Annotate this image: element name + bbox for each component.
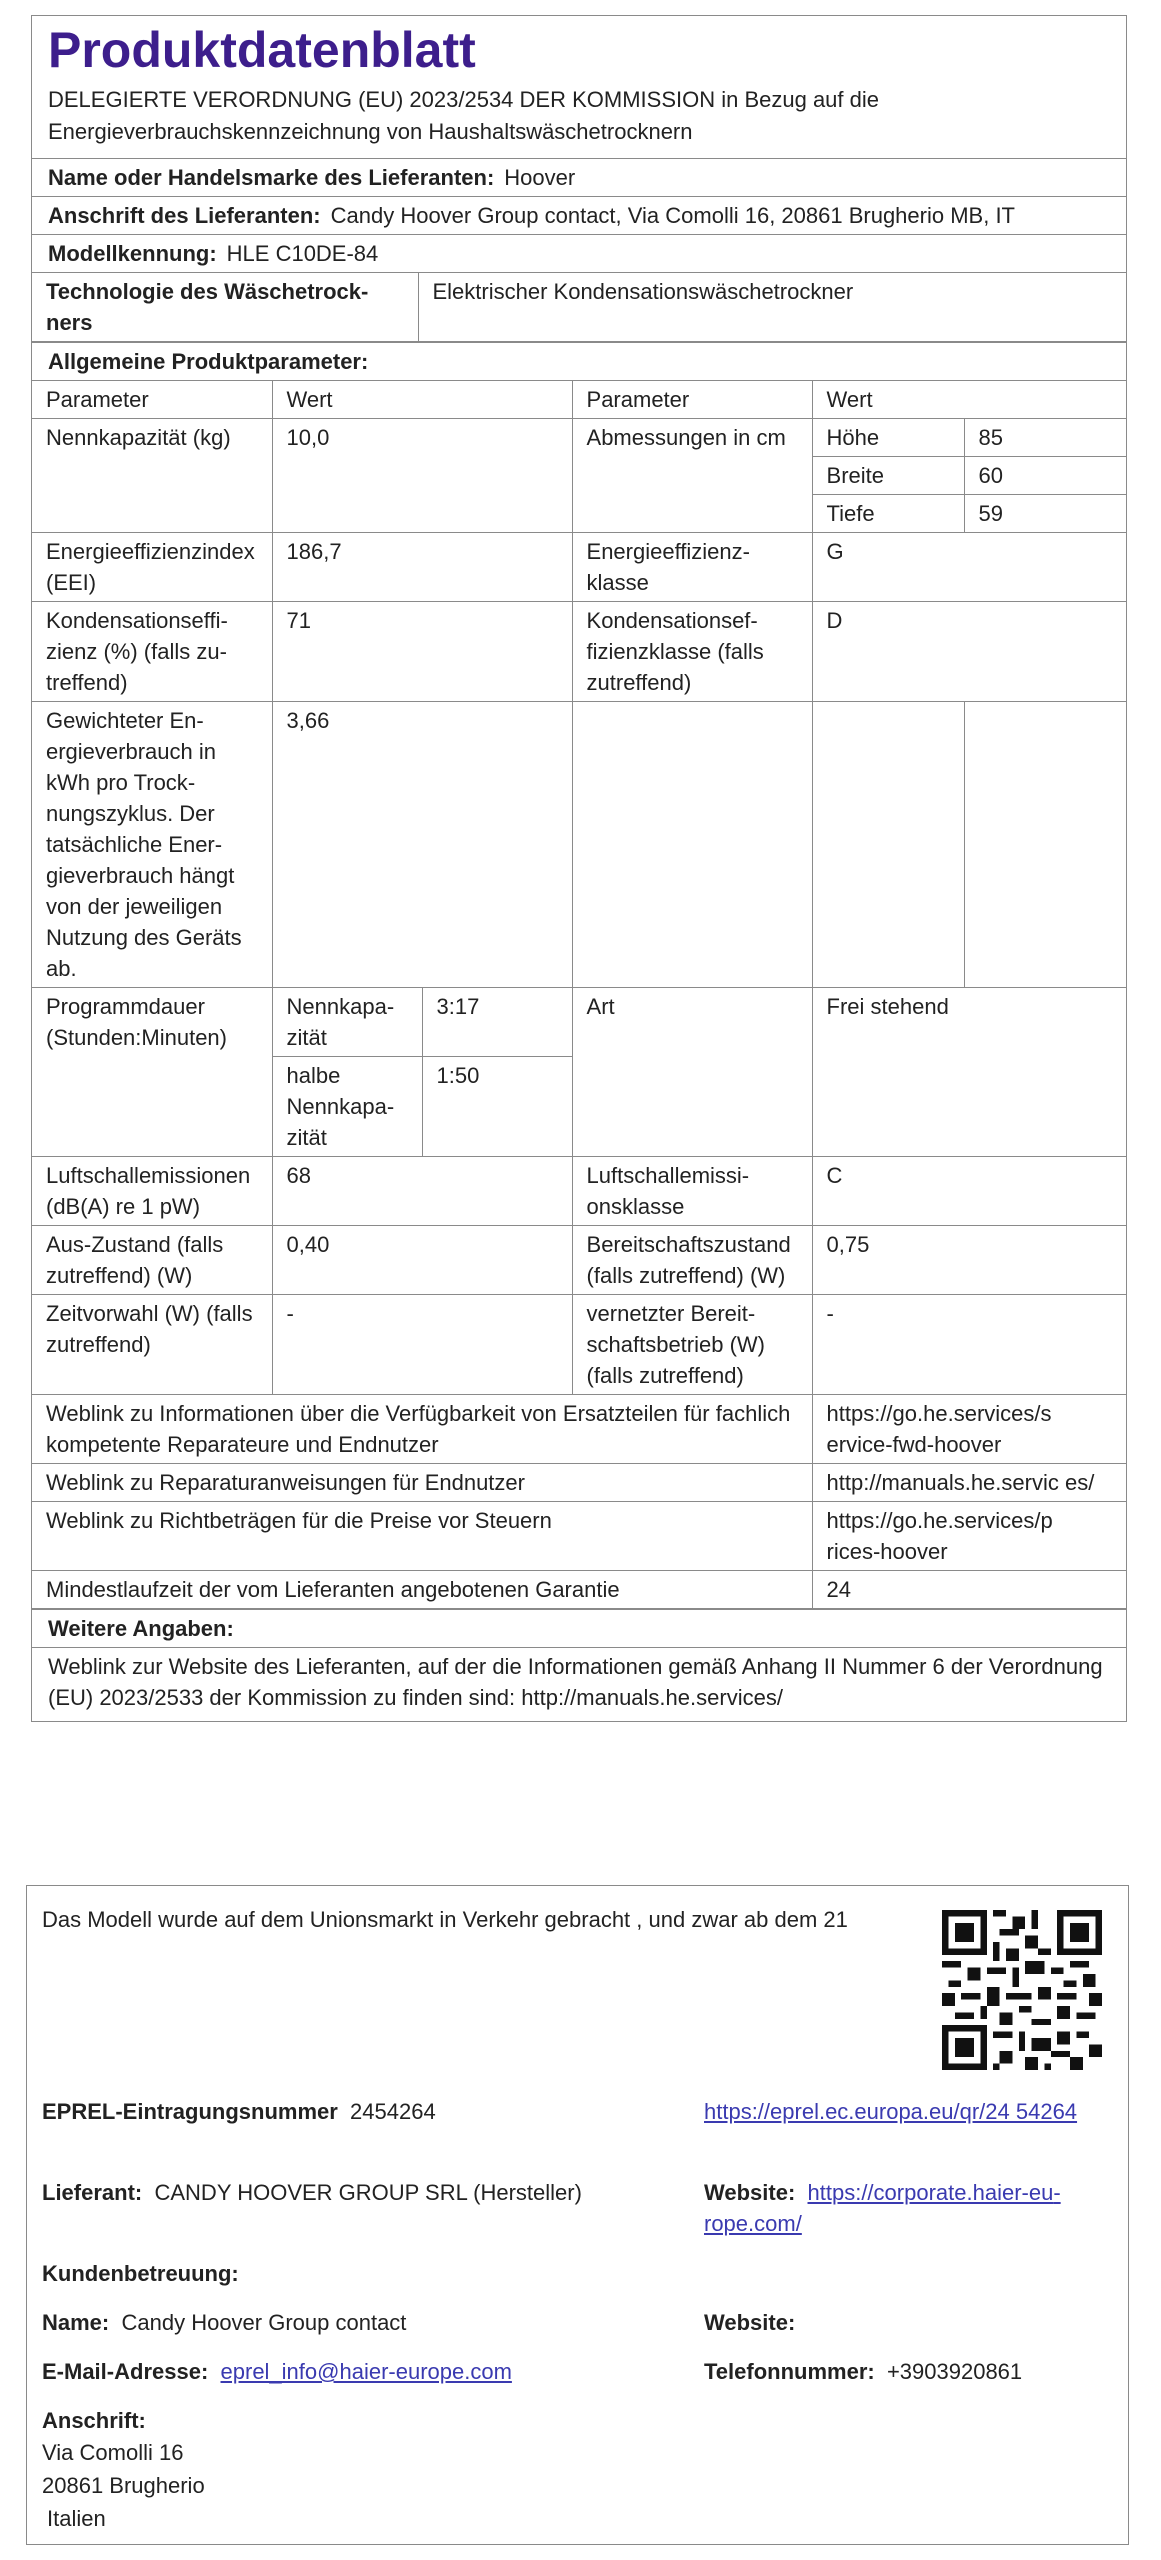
eei-label: Energieeffizienzindex (EEI) — [32, 533, 272, 602]
width-value: 60 — [964, 457, 1126, 495]
supplier-name-value: Hoover — [504, 165, 576, 190]
technology-row — [32, 273, 1126, 342]
networked-standby-value: - — [812, 1295, 1126, 1395]
regulation-subtitle: DELEGIERTE VERORDNUNG (EU) 2023/2534 DER KOMMISSION in Bezug auf die Energieverbrauchskennzeichnung von Haushaltswäschetrocknern — [48, 87, 879, 144]
product-data-sheet — [31, 15, 1127, 1722]
supplier-address-row — [32, 196, 1126, 234]
phone-label: Telefonnummer: — [704, 2359, 875, 2384]
type-value: Frei stehend — [812, 988, 1126, 1157]
energy-class-value: G — [812, 533, 1126, 602]
address-line-2: 20861 Brugherio — [42, 2473, 205, 2498]
email-line — [42, 2356, 512, 2387]
customer-service-heading: Kundenbetreuung: — [42, 2261, 239, 2286]
contact-name-label: Name: — [42, 2310, 110, 2335]
energy-consumption-value: 3,66 — [272, 702, 572, 988]
supplier-value: CANDY HOOVER GROUP SRL (Hersteller) — [154, 2180, 582, 2205]
type-label: Art — [572, 988, 812, 1157]
parameter-table — [32, 380, 1126, 1609]
height-value: 85 — [964, 419, 1126, 457]
condensation-efficiency-value: 71 — [272, 602, 572, 702]
eprel-value: 2454264 — [350, 2099, 436, 2124]
table-row — [32, 1502, 1126, 1571]
height-label: Höhe — [812, 419, 964, 457]
table-row — [32, 988, 1126, 1057]
width-label: Breite — [812, 457, 964, 495]
program-duration-label: Programmdauer (Stunden:Minuten) — [32, 988, 272, 1157]
table-row — [32, 702, 1126, 988]
supplier-line — [42, 2177, 582, 2208]
contact-name-line — [42, 2307, 406, 2338]
standby-label: Bereitschaftszustand (falls zutreffend) (W) — [572, 1226, 812, 1295]
program-half-value: 1:50 — [422, 1057, 572, 1157]
model-label: Modellkennung: — [48, 241, 217, 266]
model-row — [32, 234, 1126, 272]
market-date-text: Das Modell wurde auf dem Unionsmarkt in Verkehr gebracht , und zwar ab dem 21 — [42, 1907, 848, 1932]
eprel-link[interactable]: https://eprel.ec.europa.eu/qr/24 54264 — [704, 2099, 1078, 2124]
energy-class-label: Energieeffizienzklasse — [572, 533, 812, 602]
noise-class-label: Luftschallemissionsklasse — [572, 1157, 812, 1226]
capacity-value: 10,0 — [272, 419, 572, 533]
eprel-registration — [42, 2096, 436, 2127]
repair-label: Weblink zu Reparaturanweisungen für Endnutzer — [32, 1464, 812, 1502]
table-row — [32, 602, 1126, 702]
header-parameter-1: Parameter — [32, 381, 272, 419]
general-params-heading: Allgemeine Produktparameter: — [32, 342, 1126, 380]
warranty-label: Mindestlaufzeit der vom Lieferanten angebotenen Garantie — [32, 1571, 812, 1609]
website-line — [704, 2177, 1119, 2239]
repair-link[interactable]: http://manuals.he.servic es/ — [812, 1464, 1126, 1502]
noise-class-value: C — [812, 1157, 1126, 1226]
further-info-heading: Weitere Angaben: — [32, 1609, 1126, 1647]
spare-parts-link[interactable]: https://go.he.services/s ervice-fwd-hoover — [812, 1395, 1126, 1464]
noise-label: Luftschallemissionen (dB(A) re 1 pW) — [32, 1157, 272, 1226]
website-label: Website: — [704, 2180, 796, 2205]
qr-code-icon[interactable] — [942, 1910, 1102, 2070]
condensation-class-value: D — [812, 602, 1126, 702]
standby-value: 0,75 — [812, 1226, 1126, 1295]
header-value-1: Wert — [272, 381, 572, 419]
off-mode-label: Aus-Zustand (falls zutreffend) (W) — [32, 1226, 272, 1295]
contact-name-value: Candy Hoover Group contact — [121, 2310, 407, 2335]
table-header-row — [32, 381, 1126, 419]
condensation-efficiency-label: Kondensationseffizienz (%) (falls zutreffend) — [32, 602, 272, 702]
supplier-label: Lieferant: — [42, 2180, 143, 2205]
energy-consumption-label: Gewichteter Energieverbrauch in kWh pro Trocknungszyklus. Der tatsächliche Energieverbrauch hängt von der jeweiligen Nutzung des Geräts ab. — [32, 702, 272, 988]
price-label: Weblink zu Richtbeträgen für die Preise vor Steuern — [32, 1502, 812, 1571]
table-row — [32, 419, 1126, 457]
address-line-3: Italien — [47, 2506, 106, 2531]
technology-label: Technologie des Wäschetrockners — [32, 273, 418, 342]
program-full-value: 3:17 — [422, 988, 572, 1057]
price-link[interactable]: https://go.he.services/p rices-hoover — [812, 1502, 1126, 1571]
website-link[interactable]: https://corporate.haier-europe.com/ — [704, 2180, 1061, 2236]
networked-standby-label: vernetzter Bereitschaftsbetrieb (W) (falls zutreffend) — [572, 1295, 812, 1395]
table-row — [32, 1295, 1126, 1395]
technology-table — [32, 272, 1126, 342]
table-row — [32, 1571, 1126, 1609]
dimensions-label: Abmessungen in cm — [572, 419, 812, 533]
header-value-2: Wert — [812, 381, 1126, 419]
header-parameter-2: Parameter — [572, 381, 812, 419]
phone-value: +3903920861 — [886, 2359, 1023, 2384]
page-title: Produktdatenblatt — [48, 22, 476, 78]
warranty-value: 24 — [812, 1571, 1126, 1609]
empty-cell — [572, 702, 812, 988]
spare-parts-label: Weblink zu Informationen über die Verfügbarkeit von Ersatzteilen für fachlich kompetente Reparateure und Endnutzer — [32, 1395, 812, 1464]
model-value: HLE C10DE-84 — [226, 241, 379, 266]
email-link[interactable]: eprel_info@haier-europe.com — [220, 2359, 512, 2384]
table-row — [32, 1157, 1126, 1226]
table-row — [32, 1226, 1126, 1295]
capacity-label: Nennkapazität (kg) — [32, 419, 272, 533]
supplier-name-label: Name oder Handelsmarke des Lieferanten: — [48, 165, 495, 190]
depth-label: Tiefe — [812, 495, 964, 533]
table-row — [32, 1464, 1126, 1502]
program-half-label: halbe Nennkapazität — [272, 1057, 422, 1157]
technology-value: Elektrischer Kondensationswäschetrockner — [418, 273, 1126, 342]
eprel-info-card — [26, 1885, 1129, 2545]
phone-line — [704, 2356, 1022, 2387]
further-info-text: Weblink zur Website des Lieferanten, auf der die Informationen gemäß Anhang II Nummer 6 der Verordnung (EU) 2023/2533 der Kommission zu finden sind: http://manuals.he.services/ — [32, 1647, 1126, 1721]
empty-cell — [812, 702, 964, 988]
depth-value: 59 — [964, 495, 1126, 533]
table-row — [32, 533, 1126, 602]
program-full-label: Nennkapazität — [272, 988, 422, 1057]
eei-value: 186,7 — [272, 533, 572, 602]
off-mode-value: 0,40 — [272, 1226, 572, 1295]
contact-website-label: Website: — [704, 2310, 796, 2335]
empty-cell — [964, 702, 1126, 988]
supplier-address-value: Candy Hoover Group contact, Via Comolli 16, 20861 Brugherio MB, IT — [330, 203, 1015, 228]
address-heading: Anschrift: — [42, 2408, 146, 2433]
email-label: E-Mail-Adresse: — [42, 2359, 209, 2384]
supplier-name-row — [32, 158, 1126, 196]
address-line-1: Via Comolli 16 — [42, 2440, 184, 2465]
condensation-class-label: Kondensationseffizienzklasse (falls zutreffend) — [572, 602, 812, 702]
table-row — [32, 1395, 1126, 1464]
delay-start-value: - — [272, 1295, 572, 1395]
noise-value: 68 — [272, 1157, 572, 1226]
delay-start-label: Zeitvorwahl (W) (falls zutreffend) — [32, 1295, 272, 1395]
eprel-label: EPREL-Eintragungsnummer — [42, 2099, 338, 2124]
supplier-address-label: Anschrift des Lieferanten: — [48, 203, 321, 228]
